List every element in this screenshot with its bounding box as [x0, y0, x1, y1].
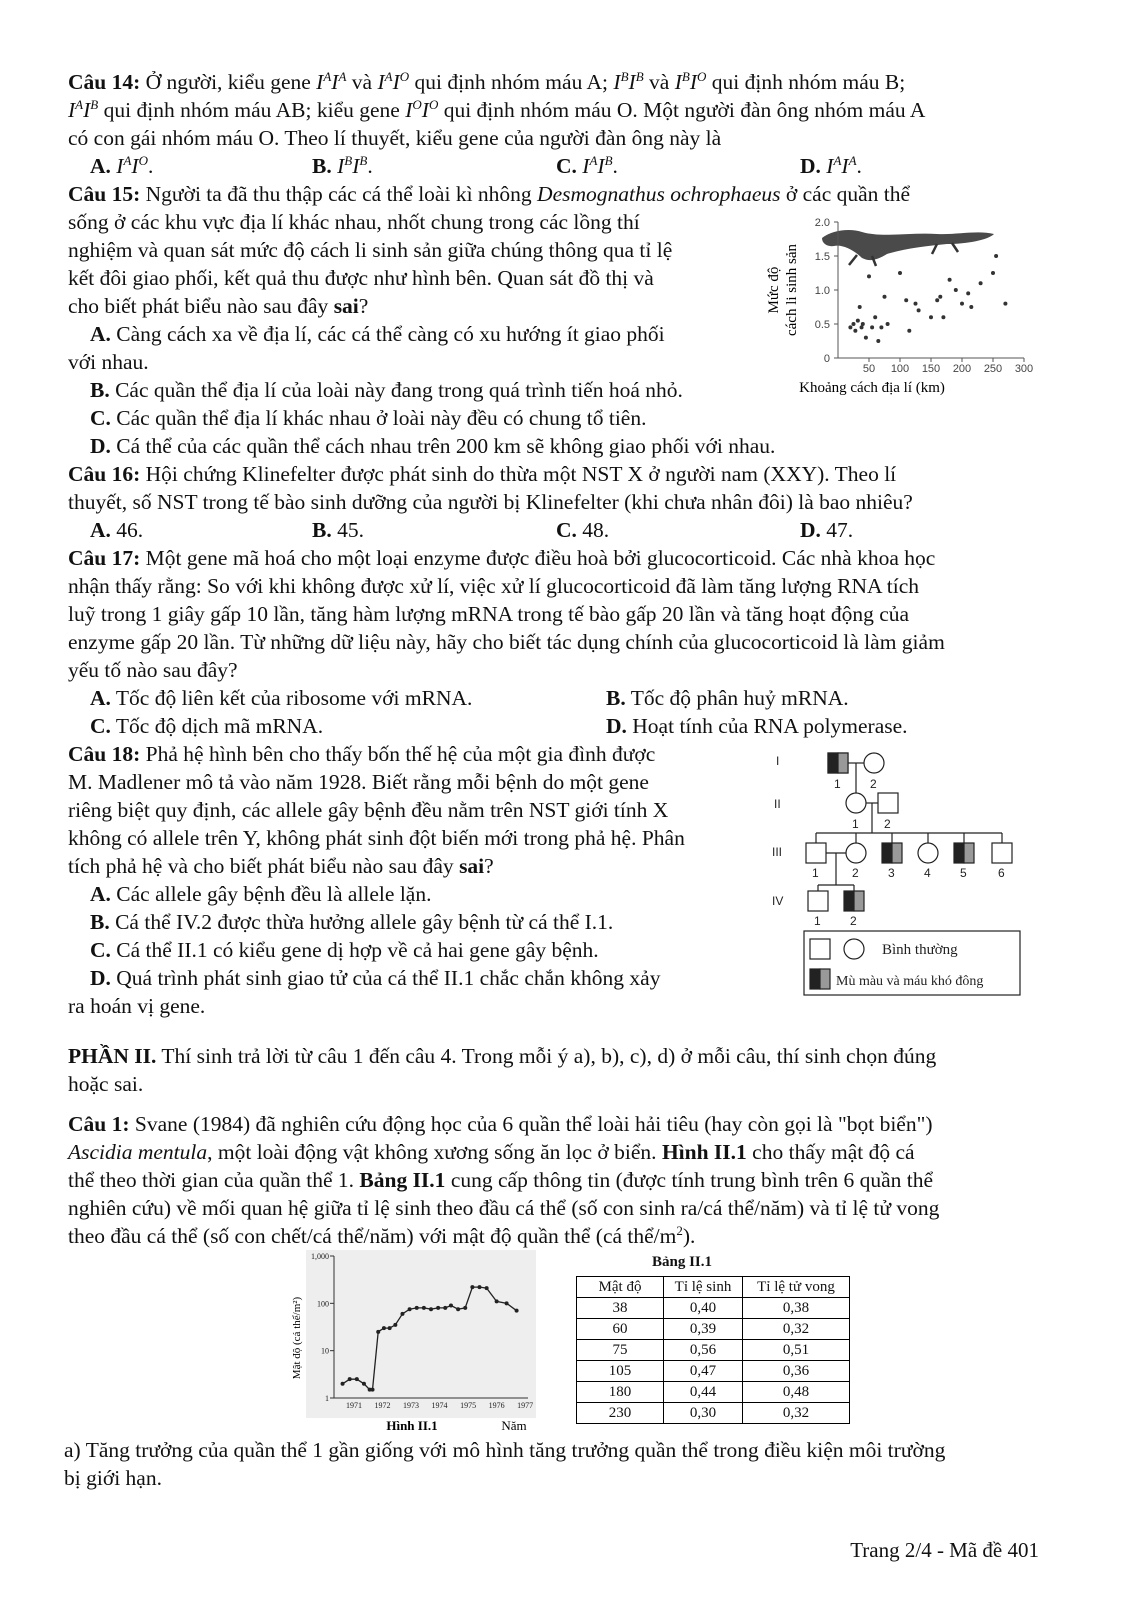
- density-point: [485, 1286, 489, 1290]
- scatter-x-tick-label: 50: [862, 363, 876, 375]
- density-point: [429, 1307, 433, 1311]
- scatter-point: [873, 315, 877, 319]
- density-point: [505, 1301, 509, 1305]
- num-III6: 6: [998, 866, 1005, 880]
- scatter-x-tick-label: 150: [921, 363, 941, 375]
- c1-line5: theo đầu cá thể (số con chết/cá thể/năm) với mật độ quần thể (cá thể/$m^2$).: [68, 1222, 696, 1248]
- table-row: 180 0,44 0,48: [577, 1382, 850, 1403]
- density-point: [449, 1303, 453, 1307]
- density-point: [415, 1306, 419, 1310]
- density-point: [393, 1323, 397, 1327]
- num-I2: 2: [870, 777, 877, 791]
- num-IV2: 2: [850, 914, 857, 928]
- density-point: [371, 1388, 375, 1392]
- pedigree-I1-affected-male: [828, 753, 848, 773]
- num-II1: 1: [852, 817, 859, 831]
- q15-option-a-cont: với nhau.: [68, 350, 149, 374]
- line-ylabel: Mật độ (cá thể/m²): [291, 1296, 303, 1380]
- line-y-tick-label: 100: [317, 1299, 329, 1309]
- q18-option-c[interactable]: C. Cá thể II.1 có kiểu gene dị hợp về cả hai gene gây bệnh.: [90, 938, 599, 962]
- q17-option-b[interactable]: B. Tốc độ phân huỷ mRNA.: [606, 686, 849, 710]
- q15-line2: sống ở các khu vực địa lí khác nhau, nhốt chung trong các lồng thí: [68, 210, 640, 234]
- density-point: [470, 1285, 474, 1289]
- scatter-point: [966, 291, 970, 295]
- q16-line1: Câu 16: Hội chứng Klinefelter được phát sinh do thừa một NST X ở người nam (XXY). Theo lí: [68, 462, 897, 486]
- q15-line1: Câu 15: Người ta đã thu thập các cá thể loài kì nhông Desmognathus ochrophaeus ở các quần thể: [68, 182, 911, 206]
- line-y-tick-label: 1: [325, 1394, 329, 1403]
- q17-line3: luỹ trong 1 giây gấp 10 lần, tăng hàm lượng mRNA trong tế bào gấp 20 lần và tăng hoạt động của: [68, 602, 910, 626]
- chart-bg: [306, 1250, 536, 1418]
- col-density: Mật độ: [577, 1277, 664, 1298]
- density-point: [355, 1377, 359, 1381]
- salamander-illustration: [822, 230, 994, 266]
- scatter-point: [879, 325, 883, 329]
- scatter-point: [941, 315, 945, 319]
- scatter-point: [917, 308, 921, 312]
- pedigree-IV1-male: [808, 891, 828, 911]
- scatter-point: [848, 325, 852, 329]
- table-row: 38 0,40 0,38: [577, 1298, 850, 1319]
- q15-line5: cho biết phát biểu nào sau đây sai?: [68, 294, 369, 318]
- table-title: Bảng II.1: [652, 1254, 713, 1270]
- density-point: [515, 1309, 519, 1313]
- part2-line1: PHẦN II. Thí sinh trả lời từ câu 1 đến câu 4. Trong mỗi ý a), b), c), d) ở mỗi câu, thí sinh chọn đúng: [68, 1044, 937, 1068]
- num-IV1: 1: [814, 914, 821, 928]
- gen-label-III: III: [772, 845, 783, 859]
- scatter-ylabel-2: cách li sinh sản: [784, 243, 800, 337]
- table-row: 105 0,47 0,36: [577, 1361, 850, 1382]
- scatter-point: [960, 302, 964, 306]
- line-title: Hình II.1: [386, 1418, 438, 1433]
- scatter-chart: [762, 210, 1062, 400]
- q15-line3: nghiệm và quan sát mức độ cách li sinh sản giữa chúng thông qua tỉ lệ: [68, 238, 673, 262]
- scatter-y-tick-label: 0: [823, 353, 830, 365]
- q17-option-a[interactable]: A. Tốc độ liên kết của ribosome với mRNA.: [90, 686, 473, 710]
- scatter-point: [979, 281, 983, 285]
- pedigree-III6-male: [992, 843, 1012, 863]
- q15-option-d[interactable]: D. Cá thể của các quần thể cách nhau trên 200 km sẽ không giao phối với nhau.: [90, 434, 776, 458]
- scatter-x-tick-label: 300: [1014, 363, 1034, 375]
- part2-line2: hoặc sai.: [68, 1072, 144, 1096]
- scatter-point: [914, 302, 918, 306]
- line-x-tick-label: 1971: [345, 1401, 362, 1410]
- scatter-point: [935, 298, 939, 302]
- num-III5: 5: [960, 866, 967, 880]
- num-III2: 2: [852, 866, 859, 880]
- table-row: 230 0,30 0,32: [577, 1403, 850, 1424]
- q16-option-d[interactable]: D. 47.: [800, 518, 854, 542]
- q18-option-a[interactable]: A. Các allele gây bệnh đều là allele lặn.: [90, 882, 432, 906]
- scatter-point: [907, 329, 911, 333]
- c1-line1: Câu 1: Svane (1984) đã nghiên cứu động học của 6 quần thể loài hải tiêu (hay còn gọi là "bọt biển"): [68, 1112, 933, 1136]
- scatter-y-tick-label: 1.5: [814, 251, 830, 263]
- scatter-point: [938, 295, 942, 299]
- scatter-point: [876, 339, 880, 343]
- scatter-ylabel-1: Mức độ: [766, 266, 782, 314]
- q18-line5: tích phả hệ và cho biết phát biểu nào sau đây sai?: [68, 854, 494, 878]
- scatter-x-tick-label: 250: [983, 363, 1003, 375]
- q14-label: Câu 14:: [68, 70, 141, 94]
- q17-line5: yếu tố nào sau đây?: [68, 658, 238, 682]
- page-footer: Trang 2/4 - Mã đề 401: [850, 1538, 1039, 1562]
- table-header-row: [577, 1277, 850, 1298]
- q16-option-a[interactable]: A. 46.: [90, 518, 144, 542]
- q17-option-c[interactable]: C. Tốc độ dịch mã mRNA.: [90, 714, 324, 738]
- density-point: [463, 1306, 467, 1310]
- q15-option-b[interactable]: B. Các quần thể địa lí của loài này đang trong quá trình tiến hoá nhỏ.: [90, 378, 683, 402]
- c1-line3: thể theo thời gian của quần thể 1. Bảng II.1 cung cấp thông tin (được tính trung bình trên 6 quần thể: [68, 1168, 933, 1192]
- line-x-tick-label: 1972: [374, 1401, 391, 1410]
- q14-option-a[interactable]: A. $I^AI^O$.: [90, 152, 154, 178]
- gen-label-IV: IV: [772, 894, 784, 908]
- gen-label-II: II: [774, 797, 781, 811]
- table-row: 75 0,56 0,51: [577, 1340, 850, 1361]
- q18-option-d-cont: ra hoán vị gene.: [68, 994, 206, 1018]
- density-point: [348, 1377, 352, 1381]
- c1-statement-a-cont: bị giới hạn.: [64, 1466, 162, 1490]
- pedigree-IV2-affected-male: [844, 891, 864, 911]
- density-point: [388, 1326, 392, 1330]
- scatter-point: [1003, 302, 1007, 306]
- q15-line4: kết đôi giao phối, kết quả thu được như hình bên. Quan sát đồ thị và: [68, 266, 654, 290]
- scatter-point: [904, 298, 908, 302]
- gen-label-I: I: [776, 754, 780, 768]
- num-III4: 4: [924, 866, 931, 880]
- line-y-tick-label: 1,000: [311, 1252, 329, 1261]
- q18-option-d[interactable]: D. Quá trình phát sinh giao tử của cá thể II.1 chắc chắn không xảy: [90, 966, 661, 990]
- q17-option-d[interactable]: D. Hoạt tính của RNA polymerase.: [606, 714, 908, 738]
- pedigree-II2-male: [878, 793, 898, 813]
- density-point: [422, 1306, 426, 1310]
- density-point: [478, 1285, 482, 1289]
- q18-line4: không có allele trên Y, không phát sinh đột biến mới trong phả hệ. Phân: [68, 826, 685, 850]
- q17-line4: enzyme gấp 20 lần. Từ những dữ liệu này, hãy cho biết tác dụng chính của glucocorticoid là làm giảm: [68, 630, 945, 654]
- pedigree-I2-female: [864, 753, 884, 773]
- pedigree-III2-female: [846, 843, 866, 863]
- scatter-point: [948, 278, 952, 282]
- pedigree-chart: [770, 745, 1060, 1010]
- q15-option-a[interactable]: A. Càng cách xa về địa lí, các cá thể càng có xu hướng ít giao phối: [90, 322, 665, 346]
- density-point: [436, 1306, 440, 1310]
- q17-line2: nhận thấy rằng: So với khi không được xử lí, việc xử lí glucocorticoid đã làm tăng lượng RNA tích: [68, 574, 920, 598]
- line-x-tick-label: 1973: [403, 1401, 420, 1410]
- scatter-point: [886, 322, 890, 326]
- line-x-tick-label: 1976: [488, 1401, 505, 1410]
- density-point: [341, 1382, 345, 1386]
- num-III3: 3: [888, 866, 895, 880]
- q18-line1: Câu 18: Phả hệ hình bên cho thấy bốn thế hệ của một gia đình được: [68, 742, 656, 766]
- pedigree-III1-male: [806, 843, 826, 863]
- line-y-tick-label: 10: [321, 1346, 329, 1356]
- col-death: Tỉ lệ tử vong: [743, 1277, 850, 1298]
- line-x-tick-label: 1974: [431, 1401, 448, 1410]
- scatter-point: [870, 325, 874, 329]
- scatter-y-tick-label: 0.5: [814, 319, 830, 331]
- q14-line1: Câu 14: Ở người, kiểu gene $I^AI^A$ và $I^AI^O$ qui định nhóm máu A; $I^BI^B$ và $I^BI^O$ qui định nhóm máu B;: [68, 68, 906, 94]
- pedigree-III3-affected-male: [882, 843, 902, 863]
- density-point: [362, 1382, 366, 1386]
- scatter-point: [883, 295, 887, 299]
- q17-line1: Câu 17: Một gene mã hoá cho một loại enzyme được điều hoà bởi glucocorticoid. Các nhà khoa học: [68, 546, 936, 570]
- scatter-point: [861, 322, 865, 326]
- num-I1: 1: [834, 777, 841, 791]
- table-row: 60 0,39 0,32: [577, 1319, 850, 1340]
- q14-line3: có con gái nhóm máu O. Theo lí thuyết, kiểu gene của người đàn ông này là: [68, 126, 722, 150]
- line-x-tick-label: 1977: [517, 1401, 534, 1410]
- num-III1: 1: [812, 866, 819, 880]
- q16-option-c[interactable]: C. 48.: [556, 518, 610, 542]
- density-point: [376, 1330, 380, 1334]
- scatter-x-tick-label: 100: [890, 363, 910, 375]
- scatter-point: [853, 329, 857, 333]
- q16-option-b[interactable]: B. 45.: [312, 518, 364, 542]
- scatter-y-tick-label: 1.0: [814, 285, 830, 297]
- q18-line2: M. Madlener mô tả vào năm 1928. Biết rằng mỗi bệnh do một gene: [68, 770, 649, 794]
- scatter-point: [954, 288, 958, 292]
- scatter-point: [898, 271, 902, 275]
- q18-line3: riêng biệt quy định, các allele gây bệnh đều nằm trên NST giới tính X: [68, 798, 669, 822]
- q14-option-b[interactable]: B. $I^BI^B$.: [312, 152, 373, 178]
- q14-line2: $I^AI^B$ qui định nhóm máu AB; kiểu gene $I^OI^O$ qui định nhóm máu O. Một người đàn ông nhóm máu A: [68, 96, 926, 122]
- scatter-point: [860, 325, 864, 329]
- num-II2: 2: [884, 817, 891, 831]
- q16-line2: thuyết, số NST trong tế bào sinh dưỡng của người bị Klinefelter (khi chưa nhân đôi) là bao nhiêu?: [68, 490, 913, 514]
- density-point: [408, 1307, 412, 1311]
- scatter-point: [864, 336, 868, 340]
- scatter-point: [852, 322, 856, 326]
- density-line-chart: [288, 1248, 538, 1434]
- density-point: [456, 1307, 460, 1311]
- scatter-point: [929, 315, 933, 319]
- scatter-point: [867, 274, 871, 278]
- col-birth: Tỉ lệ sinh: [664, 1277, 743, 1298]
- c1-statement-a: a) Tăng trưởng của quần thể 1 gần giống với mô hình tăng trưởng quần thể trong điều kiện môi trường: [64, 1438, 946, 1462]
- density-point: [400, 1312, 404, 1316]
- scatter-point: [858, 305, 862, 309]
- q14-option-c[interactable]: C. $I^AI^B$.: [556, 152, 618, 178]
- pedigree-III5-affected-male: [954, 843, 974, 863]
- c1-line2: Ascidia mentula, một loài động vật không xương sống ăn lọc ở biển. Hình II.1 cho thấy mật độ cá: [68, 1140, 915, 1164]
- q14-option-d[interactable]: D. $I^AI^A$.: [800, 152, 862, 178]
- scatter-x-tick-label: 200: [952, 363, 972, 375]
- density-point: [443, 1306, 447, 1310]
- legend-normal: Bình thường: [882, 942, 958, 958]
- line-x-tick-label: 1975: [460, 1401, 477, 1410]
- legend-affected: Mù màu và máu khó đông: [836, 974, 984, 989]
- line-xlabel: Năm: [501, 1418, 527, 1433]
- q15-option-c[interactable]: C. Các quần thể địa lí khác nhau ở loài này đều có chung tổ tiên.: [90, 406, 647, 430]
- density-point: [495, 1299, 499, 1303]
- c1-line4: nghiên cứu) về mối quan hệ giữa tỉ lệ sinh theo đầu cá thể (số con sinh ra/cá thể/năm) và tỉ lệ tử vong: [68, 1196, 940, 1220]
- scatter-xlabel: Khoảng cách địa lí (km): [799, 380, 945, 396]
- scatter-point: [994, 254, 998, 258]
- data-table: [576, 1276, 850, 1424]
- scatter-y-tick-label: 2.0: [814, 217, 830, 229]
- density-point: [382, 1326, 386, 1330]
- scatter-point: [856, 319, 860, 323]
- pedigree-III4-female: [918, 843, 938, 863]
- scatter-point: [991, 271, 995, 275]
- scatter-point: [969, 305, 973, 309]
- q18-option-b[interactable]: B. Cá thể IV.2 được thừa hưởng allele gây bệnh từ cá thể I.1.: [90, 910, 614, 934]
- pedigree-II1-female: [846, 793, 866, 813]
